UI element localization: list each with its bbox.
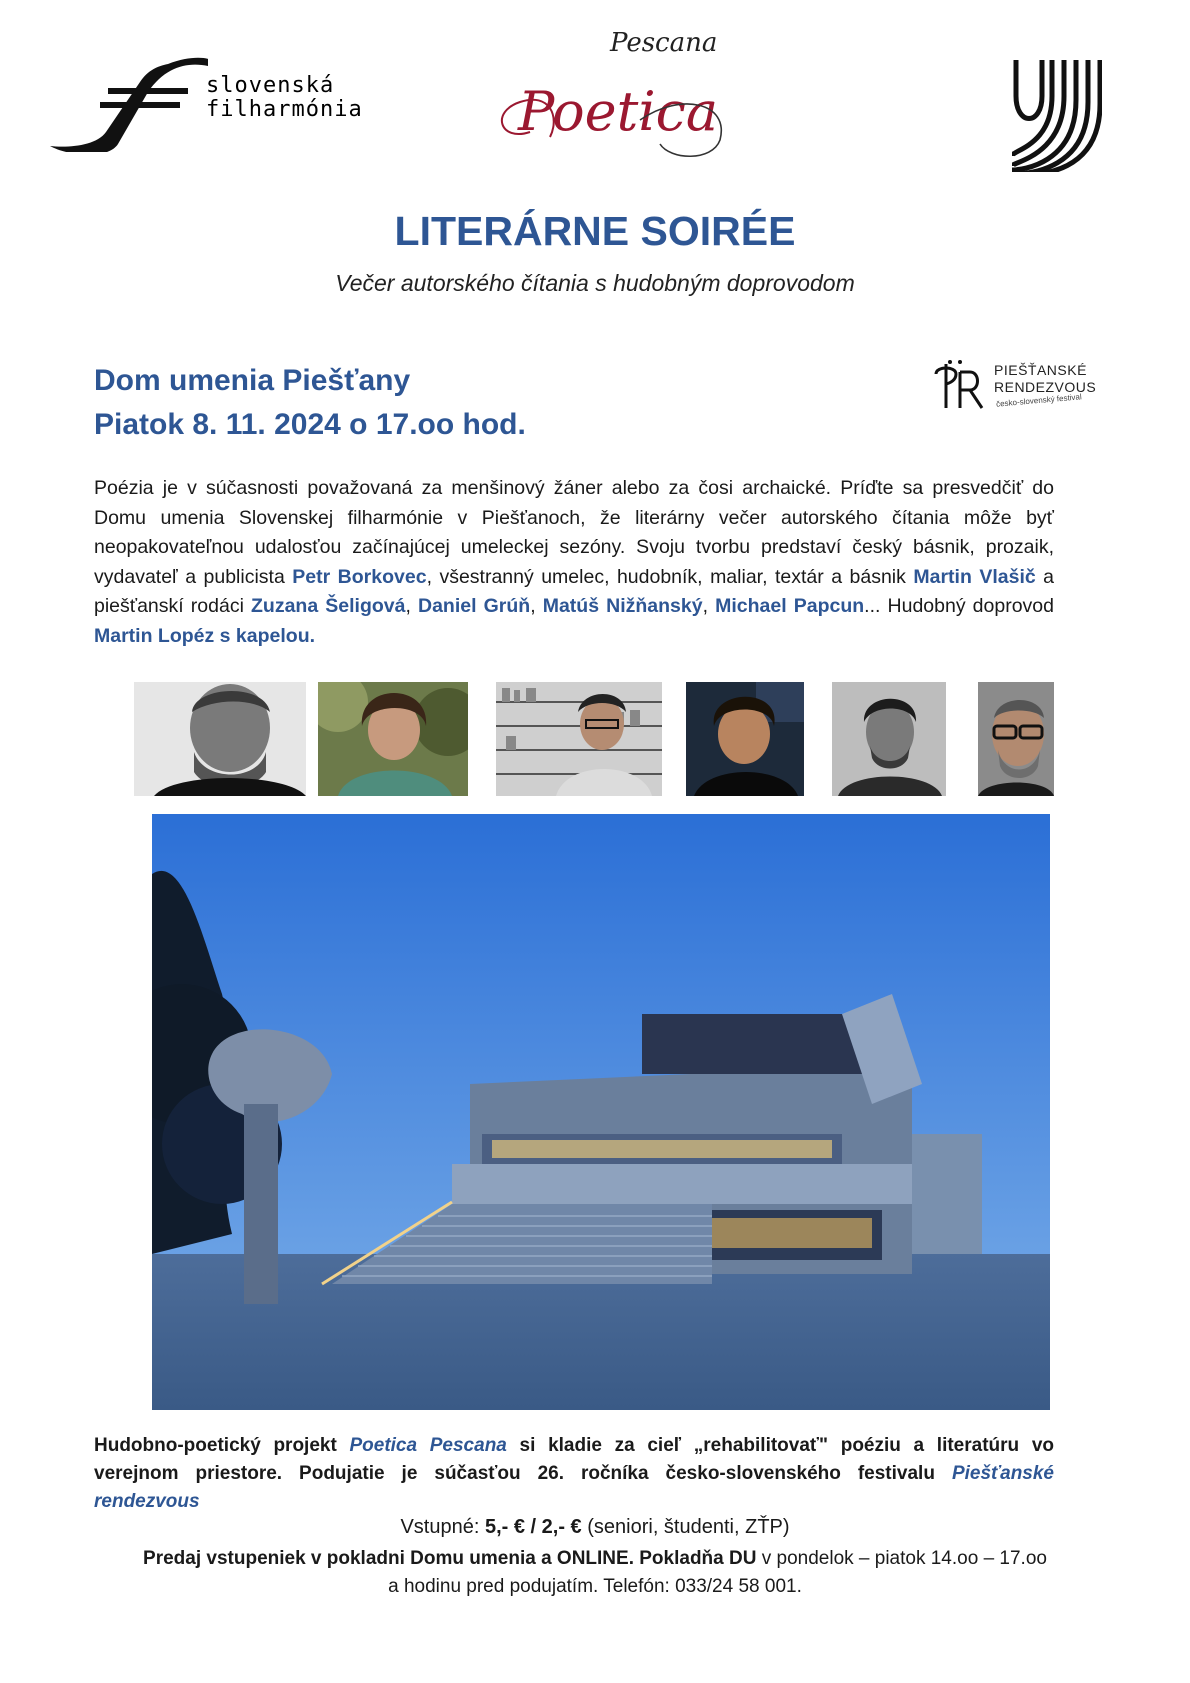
building-image xyxy=(152,814,1050,1410)
portrait-4-image xyxy=(686,682,804,796)
sales-phone: a hodinu pred podujatím. Telefón: 033/24 58 001. xyxy=(388,1576,802,1597)
sales-hours: v pondelok – piatok 14.oo – 17.oo xyxy=(756,1548,1047,1569)
separator: , xyxy=(702,595,716,617)
poetica-pescana-logo xyxy=(490,22,740,162)
intro-text-4: ... Hudobný doprovod xyxy=(864,595,1054,617)
portrait-photo xyxy=(978,682,1054,796)
pr-line-2: RENDEZVOUS xyxy=(994,379,1097,395)
sf-line-1: slovenská xyxy=(206,73,335,98)
venue: Dom umenia Piešťany xyxy=(94,364,411,397)
pr-line-3: česko-slovenský festival xyxy=(995,392,1083,409)
author-name: Martin Vlašič xyxy=(913,565,1036,588)
festival-stripes-logo xyxy=(1012,56,1102,172)
project-text-2: si kladie za cieľ „rehabilitovať" poéziu a literatúru vo verejnom priestore. Podujatie je súčasťou 26. ročníka česko-slovenského festivalu xyxy=(94,1435,1054,1484)
project-paragraph xyxy=(94,1432,1054,1516)
price-note: (seniori, študenti, ZŤP) xyxy=(581,1516,790,1538)
intro-paragraph xyxy=(94,474,1054,651)
music-name: Martin Lopéz s kapelou. xyxy=(94,624,316,647)
page-subtitle: Večer autorského čítania s hudobným doprovodom xyxy=(335,270,855,296)
pr-monogram-icon xyxy=(930,358,988,412)
poetica-wordmark: Poetica xyxy=(518,80,719,143)
event-datetime: Piatok 8. 11. 2024 o 17.oo hod. xyxy=(94,408,526,441)
author-name: Matúš Nižňanský xyxy=(542,595,703,617)
author-name: Zuzana Šeligová xyxy=(251,595,406,617)
portrait-3-image xyxy=(496,682,662,796)
admission-price xyxy=(0,1516,1190,1539)
sales-bold: Predaj vstupeniek v pokladni Domu umenia a ONLINE. Pokladňa DU xyxy=(143,1548,757,1569)
piestanske-rendezvous-logo xyxy=(930,358,1110,412)
project-name: Poetica Pescana xyxy=(349,1435,507,1456)
portrait-photo xyxy=(832,682,946,796)
portrait-photo xyxy=(134,682,306,796)
sf-line-2: filharmónia xyxy=(206,97,363,122)
dom-umenia-building-photo xyxy=(152,814,1050,1410)
intro-text-1: Poézia je v súčasnosti považovaná za menšinový žáner alebo za čosi archaické. Príďte sa presvedčiť do Domu umenia Slovenskej filharmónie v Piešťanoch, že literárny večer autorského čítania môže byť neopakovateľnou udalosťou začínajúcej umeleckej sezóny. Svoju tvorbu predstaví český básnik, prozaik, vydavateľ a publicista xyxy=(94,477,1054,588)
ticket-sales-info xyxy=(0,1545,1190,1601)
slovenska-filharmonia-logo xyxy=(48,52,363,152)
project-text-1: Hudobno-poetický projekt xyxy=(94,1435,350,1456)
portrait-2-image xyxy=(318,682,468,796)
separator: , xyxy=(530,595,543,617)
price-label: Vstupné: xyxy=(400,1516,485,1538)
pescana-wordmark: Pescana xyxy=(610,28,718,58)
portrait-6-image xyxy=(978,682,1054,796)
separator: , xyxy=(405,595,418,617)
portrait-photo xyxy=(496,682,662,796)
poetica-swirl-icon xyxy=(490,22,740,162)
portrait-photo xyxy=(318,682,468,796)
portrait-5-image xyxy=(832,682,946,796)
price-amount: 5,- € / 2,- € xyxy=(484,1516,582,1538)
festival-name: Piešťanské rendezvous xyxy=(94,1463,1054,1512)
author-name: Daniel Grúň xyxy=(417,595,531,617)
pr-line-1: PIEŠŤANSKÉ xyxy=(994,362,1087,378)
f-clef-icon xyxy=(48,52,208,152)
stripes-icon xyxy=(1012,56,1102,172)
portrait-photo xyxy=(686,682,804,796)
author-name: Petr Borkovec xyxy=(292,565,427,588)
intro-text-2: , všestranný umelec, hudobník, maliar, textár a básnik xyxy=(426,565,914,588)
author-name: Michael Papcun xyxy=(715,595,865,617)
intro-text-3: a piešťanskí rodáci xyxy=(94,565,1055,617)
page-title: LITERÁRNE SOIRÉE xyxy=(394,208,796,254)
portrait-1-image xyxy=(134,682,306,796)
